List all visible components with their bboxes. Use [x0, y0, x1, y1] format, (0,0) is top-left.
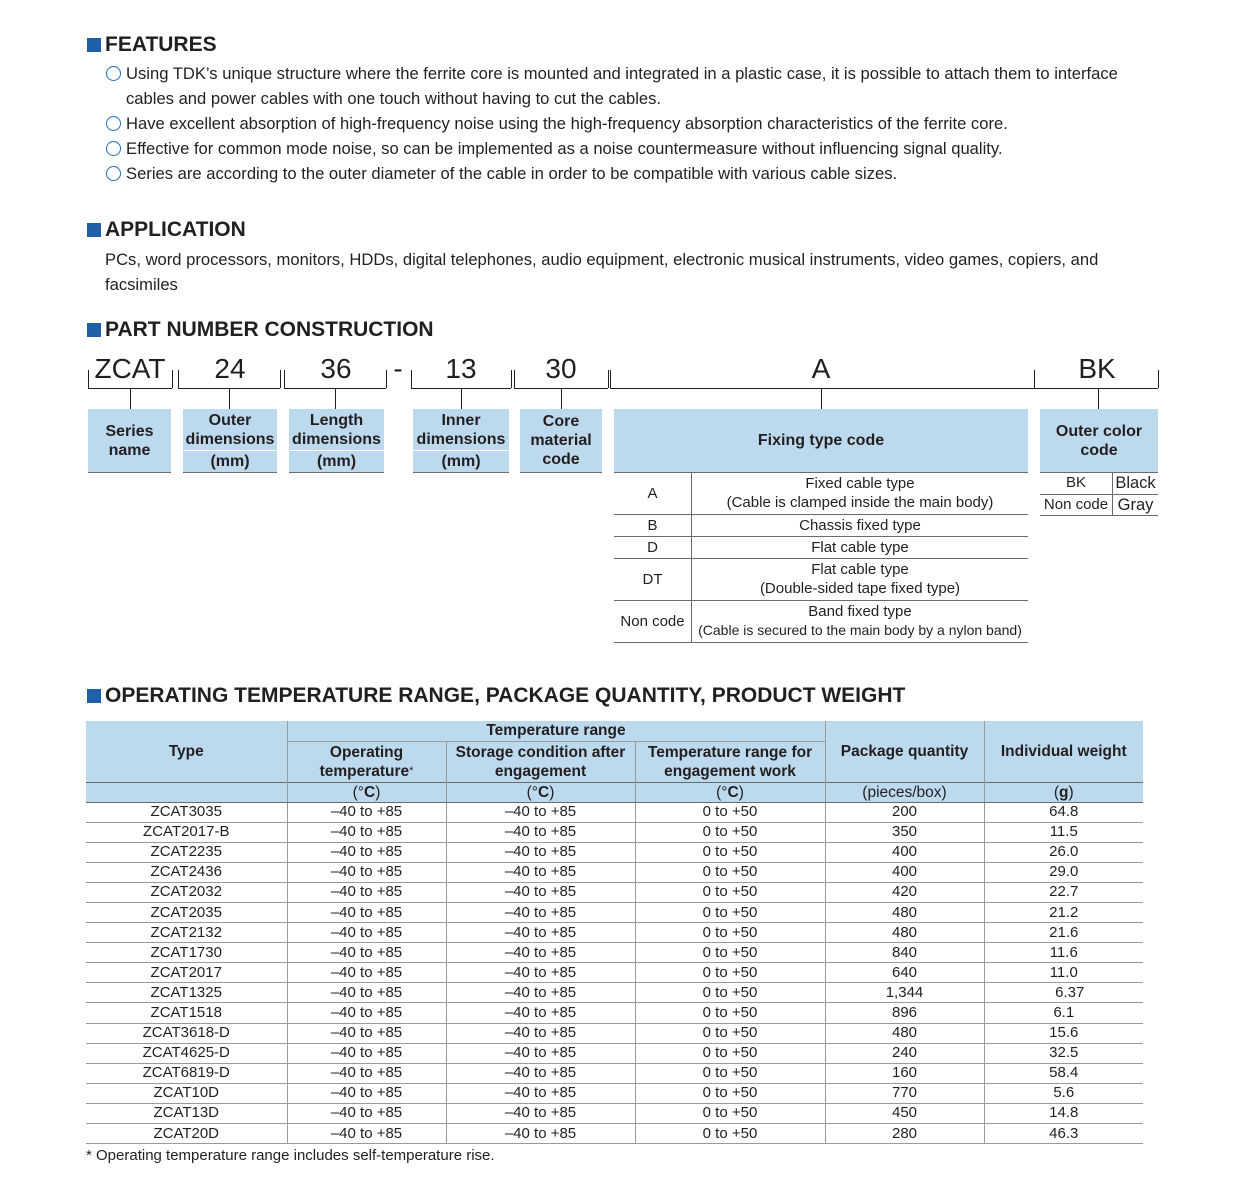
- weight-cell: 11.0: [984, 963, 1143, 983]
- circle-bullet-icon: [106, 66, 121, 81]
- weight-cell: 14.8: [984, 1103, 1143, 1123]
- storage-cell: –40 to +85: [446, 822, 635, 842]
- type-cell: ZCAT20D: [86, 1124, 287, 1144]
- pn-seg-fixing: A: [811, 353, 831, 384]
- table-row: [86, 822, 1143, 842]
- pn-dash: -: [393, 353, 403, 384]
- engage-cell: 0 to +50: [635, 1103, 825, 1123]
- type-cell: ZCAT13D: [86, 1103, 287, 1123]
- feature-item: [105, 61, 1165, 111]
- package-cell: 420: [825, 882, 984, 902]
- op-temp-cell: –40 to +85: [287, 862, 446, 882]
- engage-cell: 0 to +50: [635, 862, 825, 882]
- table-row: [86, 802, 1143, 822]
- color-code: Non code: [1040, 494, 1113, 515]
- table-row: [614, 514, 1028, 536]
- pn-seg-length: 36: [320, 353, 352, 384]
- package-cell: 450: [825, 1103, 984, 1123]
- pn-seg-series: ZCAT: [94, 353, 166, 384]
- circle-bullet-icon: [106, 166, 121, 181]
- table-row: [86, 1103, 1143, 1123]
- storage-cell: –40 to +85: [446, 842, 635, 862]
- storage-cell: –40 to +85: [446, 1124, 635, 1144]
- color-code-table: [1040, 473, 1158, 516]
- weight-cell: 46.3: [984, 1124, 1143, 1144]
- op-temp-cell: –40 to +85: [287, 1063, 446, 1083]
- color-code: BK: [1040, 473, 1113, 494]
- op-temp-cell: –40 to +85: [287, 822, 446, 842]
- features-list: [105, 61, 1165, 186]
- table-row: [1040, 494, 1158, 515]
- op-temp-cell: –40 to +85: [287, 802, 446, 822]
- type-cell: ZCAT2132: [86, 923, 287, 943]
- circle-bullet-icon: [106, 141, 121, 156]
- storage-cell: –40 to +85: [446, 1023, 635, 1043]
- label-outer-color: Outer color code: [1040, 409, 1158, 473]
- type-cell: ZCAT3035: [86, 802, 287, 822]
- fixing-code: A: [614, 473, 692, 514]
- features-title: FEATURES: [105, 33, 217, 56]
- table-row: [614, 536, 1028, 558]
- storage-cell: –40 to +85: [446, 963, 635, 983]
- feature-text: Have excellent absorption of high-frequency noise using the high-frequency absorption characteristics of the ferrite core.: [126, 114, 1008, 133]
- package-cell: 400: [825, 842, 984, 862]
- engage-cell: 0 to +50: [635, 983, 825, 1003]
- engage-cell: 0 to +50: [635, 842, 825, 862]
- engage-cell: 0 to +50: [635, 802, 825, 822]
- fixing-desc: Band fixed type (Cable is secured to the main body by a nylon band): [692, 600, 1029, 642]
- table-row: [86, 963, 1143, 983]
- unit-celsius: (°C): [635, 782, 825, 802]
- fixing-desc: Chassis fixed type: [692, 514, 1029, 536]
- header-weight: Individual weight: [984, 721, 1143, 782]
- label-fixing-type: Fixing type code: [614, 409, 1028, 473]
- unit-celsius: (°C): [446, 782, 635, 802]
- package-cell: 400: [825, 862, 984, 882]
- engage-cell: 0 to +50: [635, 1063, 825, 1083]
- engage-cell: 0 to +50: [635, 923, 825, 943]
- op-temp-cell: –40 to +85: [287, 1003, 446, 1023]
- fixing-desc: Flat cable type (Double-sided tape fixed type): [692, 558, 1029, 600]
- engage-cell: 0 to +50: [635, 1083, 825, 1103]
- operating-table: [86, 721, 1143, 1144]
- engage-cell: 0 to +50: [635, 1124, 825, 1144]
- weight-cell: 15.6: [984, 1023, 1143, 1043]
- fixing-code: Non code: [614, 600, 692, 642]
- package-cell: 200: [825, 802, 984, 822]
- application-heading: [87, 218, 246, 242]
- op-temp-cell: –40 to +85: [287, 963, 446, 983]
- table-row: [614, 558, 1028, 600]
- package-cell: 640: [825, 963, 984, 983]
- package-cell: 480: [825, 923, 984, 943]
- table-row: [86, 923, 1143, 943]
- storage-cell: –40 to +85: [446, 1083, 635, 1103]
- op-temp-cell: –40 to +85: [287, 842, 446, 862]
- label-core-material: Core material code: [520, 409, 602, 473]
- table-row: [86, 1043, 1143, 1063]
- op-temp-cell: –40 to +85: [287, 1083, 446, 1103]
- header-op-temp: Operating temperature*: [287, 741, 446, 782]
- section-square-icon: [87, 223, 101, 237]
- package-cell: 480: [825, 902, 984, 922]
- weight-cell: 26.0: [984, 842, 1143, 862]
- feature-text: Series are according to the outer diameter of the cable in order to be compatible with various cable sizes.: [126, 164, 898, 183]
- header-engage: Temperature range for engagement work: [635, 741, 825, 782]
- package-cell: 240: [825, 1043, 984, 1063]
- package-cell: 770: [825, 1083, 984, 1103]
- section-square-icon: [87, 323, 101, 337]
- color-name: Black: [1113, 473, 1159, 494]
- engage-cell: 0 to +50: [635, 943, 825, 963]
- package-cell: 160: [825, 1063, 984, 1083]
- table-row: [614, 600, 1028, 642]
- table-row: [614, 473, 1028, 514]
- package-cell: 280: [825, 1124, 984, 1144]
- header-type: Type: [86, 721, 287, 782]
- section-square-icon: [87, 689, 101, 703]
- type-cell: ZCAT2436: [86, 862, 287, 882]
- operating-heading: [87, 684, 905, 708]
- fixing-type-table: [614, 473, 1028, 643]
- unit-pieces: (pieces/box): [825, 782, 984, 802]
- weight-cell: 64.8: [984, 802, 1143, 822]
- storage-cell: –40 to +85: [446, 943, 635, 963]
- package-cell: 840: [825, 943, 984, 963]
- table-row: [86, 1083, 1143, 1103]
- table-row: [86, 1063, 1143, 1083]
- storage-cell: –40 to +85: [446, 1103, 635, 1123]
- part-number-title: PART NUMBER CONSTRUCTION: [105, 318, 434, 341]
- op-temp-cell: –40 to +85: [287, 882, 446, 902]
- fixing-desc: Flat cable type: [692, 536, 1029, 558]
- color-name: Gray: [1113, 494, 1159, 515]
- op-temp-cell: –40 to +85: [287, 1103, 446, 1123]
- weight-cell: 5.6: [984, 1083, 1143, 1103]
- application-text: PCs, word processors, monitors, HDDs, digital telephones, audio equipment, electronic musical instruments, video games, copiers, and facsimiles: [105, 250, 1099, 294]
- storage-cell: –40 to +85: [446, 902, 635, 922]
- engage-cell: 0 to +50: [635, 822, 825, 842]
- label-outer-dimensions: Outer dimensions (mm): [183, 409, 277, 473]
- storage-cell: –40 to +85: [446, 862, 635, 882]
- storage-cell: –40 to +85: [446, 1063, 635, 1083]
- unit-type-empty: [86, 782, 287, 802]
- weight-cell: 11.6: [984, 943, 1143, 963]
- storage-cell: –40 to +85: [446, 983, 635, 1003]
- weight-cell: 6.37: [984, 983, 1143, 1003]
- op-temp-cell: –40 to +85: [287, 943, 446, 963]
- weight-cell: 21.2: [984, 902, 1143, 922]
- section-square-icon: [87, 38, 101, 52]
- fixing-desc: Fixed cable type (Cable is clamped inside the main body): [692, 473, 1029, 514]
- type-cell: ZCAT10D: [86, 1083, 287, 1103]
- engage-cell: 0 to +50: [635, 1003, 825, 1023]
- storage-cell: –40 to +85: [446, 923, 635, 943]
- footnote: * Operating temperature range includes self-temperature rise.: [86, 1147, 495, 1164]
- weight-cell: 11.5: [984, 822, 1143, 842]
- type-cell: ZCAT2032: [86, 882, 287, 902]
- type-cell: ZCAT4625-D: [86, 1043, 287, 1063]
- package-cell: 896: [825, 1003, 984, 1023]
- op-temp-cell: –40 to +85: [287, 1023, 446, 1043]
- table-row: [86, 983, 1143, 1003]
- unit-celsius: (°C): [287, 782, 446, 802]
- type-cell: ZCAT6819-D: [86, 1063, 287, 1083]
- table-row: [86, 902, 1143, 922]
- type-cell: ZCAT3618-D: [86, 1023, 287, 1043]
- table-row: [86, 1124, 1143, 1144]
- type-cell: ZCAT1730: [86, 943, 287, 963]
- package-cell: 480: [825, 1023, 984, 1043]
- label-length-dimensions: Length dimensions (mm): [289, 409, 384, 473]
- weight-cell: 21.6: [984, 923, 1143, 943]
- feature-item: [105, 111, 1165, 136]
- op-temp-cell: –40 to +85: [287, 983, 446, 1003]
- feature-item: [105, 136, 1165, 161]
- table-row: [86, 1023, 1143, 1043]
- type-cell: ZCAT2017-B: [86, 822, 287, 842]
- feature-item: [105, 161, 1165, 186]
- weight-cell: 22.7: [984, 882, 1143, 902]
- op-temp-cell: –40 to +85: [287, 902, 446, 922]
- table-row: [86, 862, 1143, 882]
- features-heading: [87, 33, 217, 57]
- pn-seg-core: 30: [545, 353, 577, 384]
- package-cell: 1,344: [825, 983, 984, 1003]
- operating-table-body: [86, 802, 1143, 1144]
- weight-cell: 6.1: [984, 1003, 1143, 1023]
- header-package: Package quantity: [825, 721, 984, 782]
- type-cell: ZCAT2235: [86, 842, 287, 862]
- op-temp-cell: –40 to +85: [287, 923, 446, 943]
- storage-cell: –40 to +85: [446, 802, 635, 822]
- storage-cell: –40 to +85: [446, 1043, 635, 1063]
- pn-seg-inner: 13: [445, 353, 477, 384]
- type-cell: ZCAT1325: [86, 983, 287, 1003]
- table-row: [1040, 473, 1158, 494]
- weight-cell: 32.5: [984, 1043, 1143, 1063]
- storage-cell: –40 to +85: [446, 882, 635, 902]
- fixing-code: B: [614, 514, 692, 536]
- type-cell: ZCAT1518: [86, 1003, 287, 1023]
- table-row: [86, 1003, 1143, 1023]
- weight-cell: 29.0: [984, 862, 1143, 882]
- table-row: [86, 943, 1143, 963]
- engage-cell: 0 to +50: [635, 882, 825, 902]
- circle-bullet-icon: [106, 116, 121, 131]
- weight-cell: 58.4: [984, 1063, 1143, 1083]
- type-cell: ZCAT2017: [86, 963, 287, 983]
- header-temp-range: Temperature range: [287, 721, 825, 741]
- feature-text: Using TDK’s unique structure where the ferrite core is mounted and integrated in a plastic case, it is possible to attach them to interface cables and power cables with one touch without having to cut the cables.: [126, 64, 1118, 108]
- fixing-code: DT: [614, 558, 692, 600]
- table-row: [86, 882, 1143, 902]
- unit-grams: (g): [984, 782, 1143, 802]
- type-cell: ZCAT2035: [86, 902, 287, 922]
- storage-cell: –40 to +85: [446, 1003, 635, 1023]
- package-cell: 350: [825, 822, 984, 842]
- operating-title: OPERATING TEMPERATURE RANGE, PACKAGE QUANTITY, PRODUCT WEIGHT: [105, 684, 906, 707]
- feature-text: Effective for common mode noise, so can be implemented as a noise countermeasure without influencing signal quality.: [126, 139, 1003, 158]
- application-title: APPLICATION: [105, 218, 246, 241]
- fixing-code: D: [614, 536, 692, 558]
- op-temp-cell: –40 to +85: [287, 1124, 446, 1144]
- engage-cell: 0 to +50: [635, 1023, 825, 1043]
- label-inner-dimensions: Inner dimensions (mm): [413, 409, 509, 473]
- pn-seg-outer: 24: [214, 353, 246, 384]
- engage-cell: 0 to +50: [635, 1043, 825, 1063]
- header-storage: Storage condition after engagement: [446, 741, 635, 782]
- part-number-heading: [87, 318, 434, 342]
- engage-cell: 0 to +50: [635, 963, 825, 983]
- engage-cell: 0 to +50: [635, 902, 825, 922]
- table-row: [86, 842, 1143, 862]
- pn-seg-color: BK: [1078, 353, 1116, 384]
- label-series-name: Series name: [88, 409, 171, 473]
- op-temp-cell: –40 to +85: [287, 1043, 446, 1063]
